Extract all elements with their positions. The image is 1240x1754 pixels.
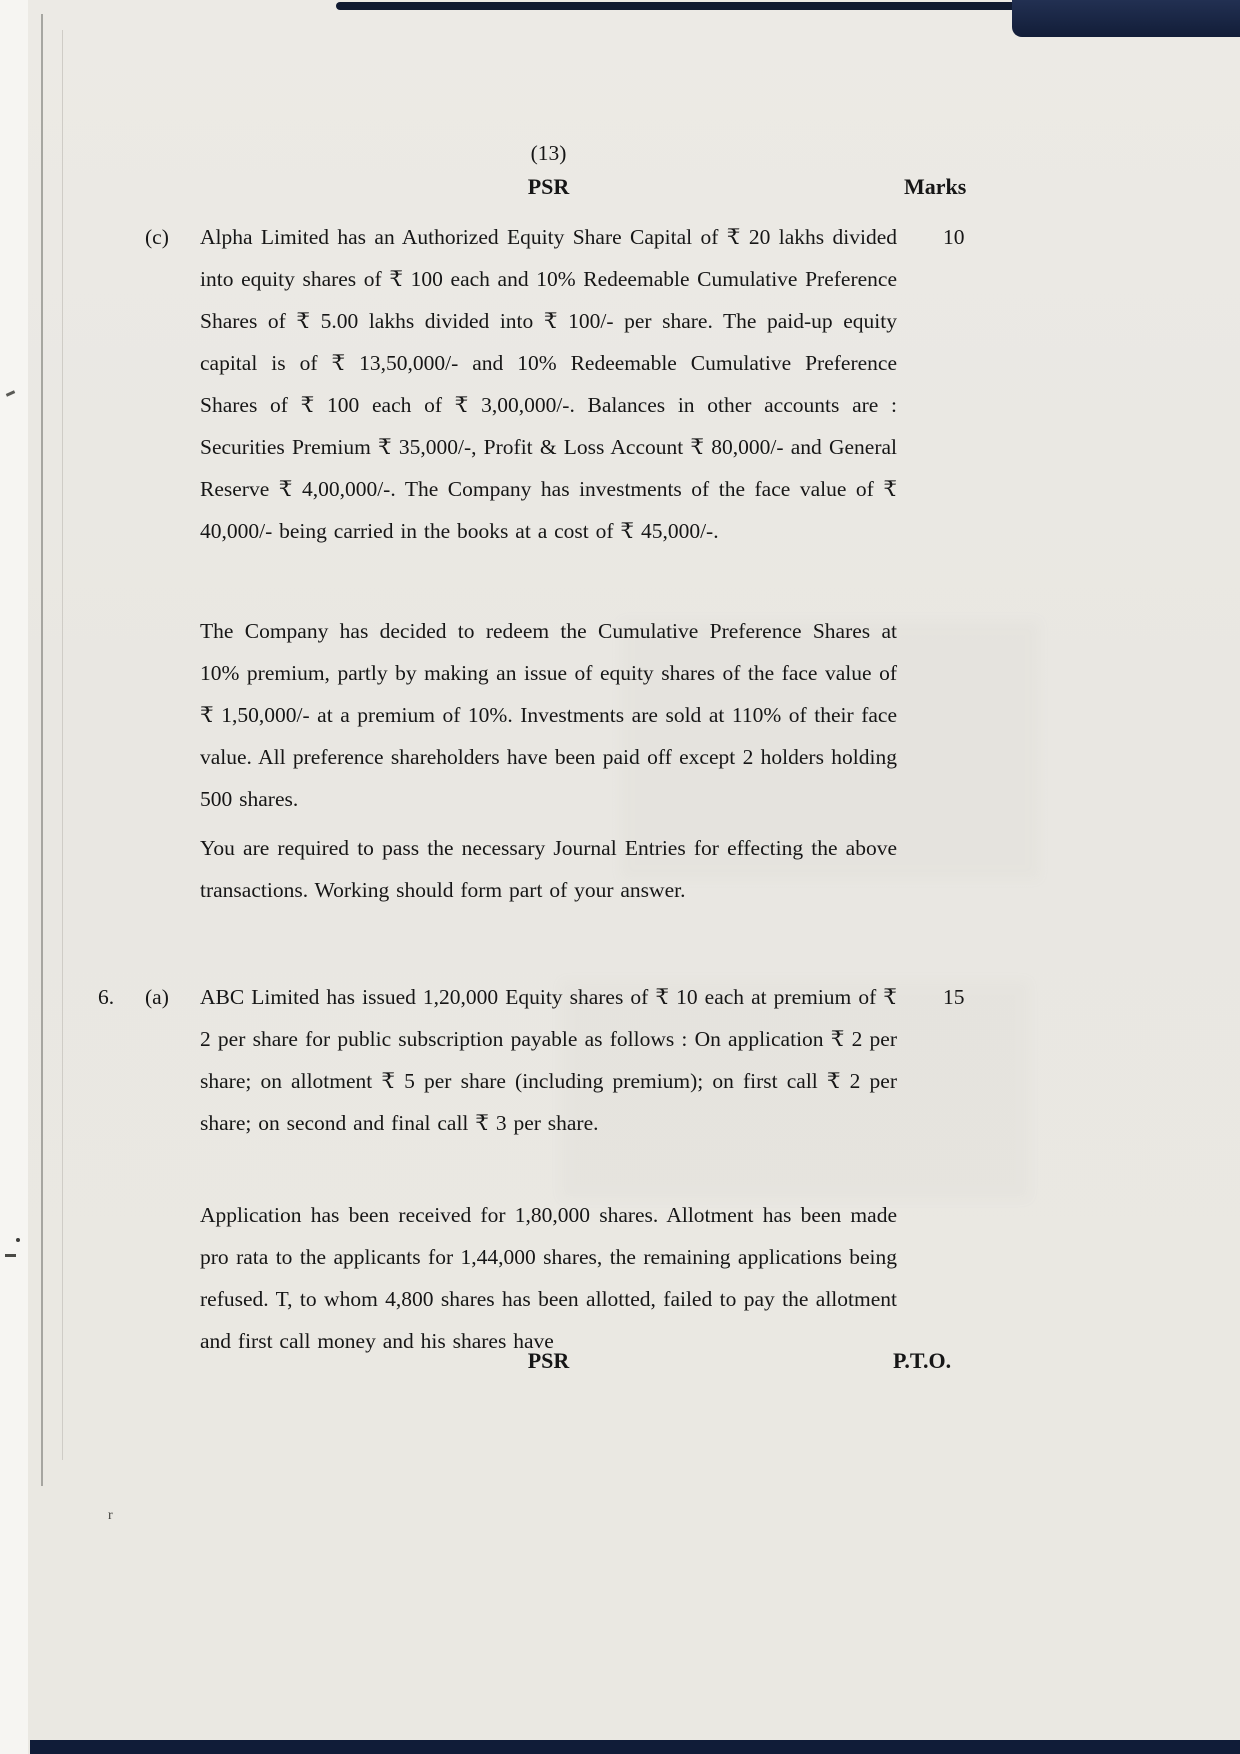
scan-artifact: r xyxy=(108,1508,113,1523)
header-title: PSR xyxy=(527,174,570,199)
question-6-number: 6. xyxy=(98,985,115,1009)
question-c-marks: 10 xyxy=(943,225,965,249)
footer-title: PSR xyxy=(527,1348,570,1373)
question-6a-paragraph-2: Application has been received for 1,80,000 shares. Allotment has been made pro rata to the applicants for 1,44,000 shares, the remaining applications being refused. T, to whom 4,800 shares has been allotted, failed to pay the allotment and first call money and his shares have xyxy=(200,1203,897,1353)
page-number: (13) xyxy=(530,141,567,165)
question-c-paragraph-1: Alpha Limited has an Authorized Equity Share Capital of ₹ 20 lakhs divided into equity shares of ₹ 100 each and 10% Redeemable Cumulative Preference Shares of ₹ 5.00 lakhs divided into ₹ 100/- per share. The paid-up equity capital is of ₹ 13,50,000/- and 10% Redeemable Cumulative Preference Shares of ₹ 100 each of ₹ 3,00,000/-. Balances in other accounts are : Securities Premium ₹ 35,000/-, Profit & Loss Account ₹ 80,000/- and General Reserve ₹ 4,00,000/-. The Company has investments of the face value of ₹ 40,000/- being carried in the books at a cost of ₹ 45,000/-. xyxy=(200,225,897,543)
marks-column-header: Marks xyxy=(904,174,967,199)
question-6a-paragraph-1: ABC Limited has issued 1,20,000 Equity shares of ₹ 10 each at premium of ₹ 2 per share for public subscription payable as follows : On application ₹ 2 per share; on allotment ₹ 5 per share (including premium); on first call ₹ 2 per share; on second and final call ₹ 3 per share. xyxy=(200,985,897,1135)
scan-binding-line xyxy=(41,14,43,1486)
scan-artifact xyxy=(5,1254,16,1257)
question-c-label: (c) xyxy=(145,225,169,249)
question-6a-marks: 15 xyxy=(943,985,965,1009)
question-c-paragraph-3: You are required to pass the necessary Journal Entries for effecting the above transactions. Working should form part of your answer. xyxy=(200,836,897,902)
question-6a-label: (a) xyxy=(145,985,169,1009)
scan-top-corner xyxy=(1012,0,1240,37)
scan-artifact xyxy=(16,1238,20,1242)
scan-fold-line xyxy=(62,30,63,1460)
scan-bottom-bar xyxy=(30,1740,1240,1754)
question-c-paragraph-2: The Company has decided to redeem the Cumulative Preference Shares at 10% premium, partly by making an issue of equity shares of the face value of ₹ 1,50,000/- at a premium of 10%. Investments are sold at 110% of their face value. All preference shareholders have been paid off except 2 holders holding 500 shares. xyxy=(200,619,897,811)
footer-pto: P.T.O. xyxy=(893,1348,952,1373)
scan-left-edge xyxy=(0,0,28,1754)
